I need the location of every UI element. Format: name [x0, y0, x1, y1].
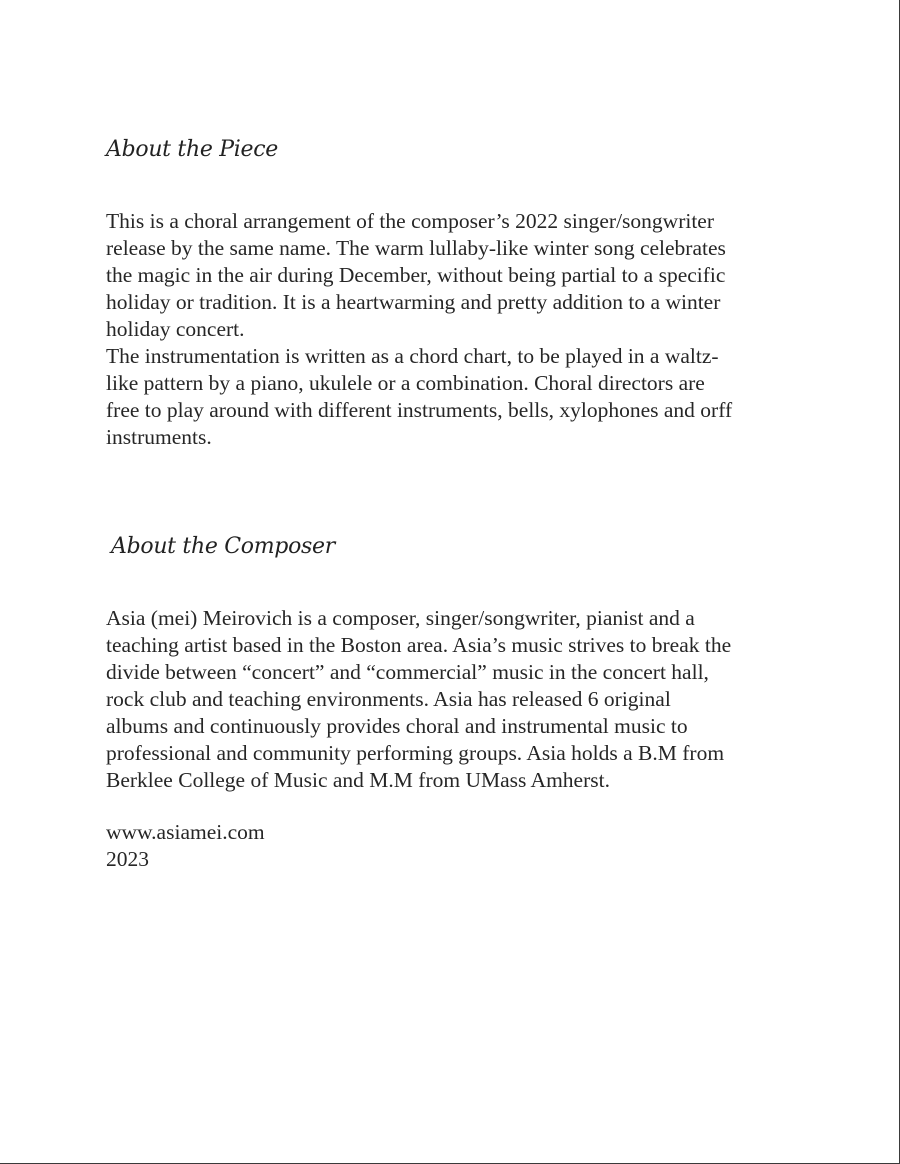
text-line: free to play around with different instruments, bells, xylophones and orff — [106, 398, 733, 422]
text-line: holiday or tradition. It is a heartwarming and pretty addition to a winter — [106, 290, 721, 314]
text-line: Berklee College of Music and M.M from UMass Amherst. — [106, 768, 610, 792]
text-line: like pattern by a piano, ukulele or a combination. Choral directors are — [106, 371, 705, 395]
text-line: albums and continuously provides choral and instrumental music to — [106, 714, 688, 738]
text-line: This is a choral arrangement of the composer’s 2022 singer/songwriter — [106, 209, 715, 233]
text-line: The instrumentation is written as a chord chart, to be played in a waltz- — [106, 344, 719, 368]
about-composer-paragraph — [106, 605, 806, 794]
text-line: divide between “concert” and “commercial” music in the concert hall, — [106, 660, 709, 684]
text-line: Asia (mei) Meirovich is a composer, singer/songwriter, pianist and a — [106, 606, 695, 630]
year-text: 2023 — [106, 847, 149, 871]
text-line: release by the same name. The warm lullaby-like winter song celebrates — [106, 236, 726, 260]
text-line: the magic in the air during December, without being partial to a specific — [106, 263, 726, 287]
text-line: teaching artist based in the Boston area. Asia’s music strives to break the — [106, 633, 732, 657]
about-piece-paragraph — [106, 208, 806, 451]
contact-info — [106, 819, 806, 873]
text-line: professional and community performing groups. Asia holds a B.M from — [106, 741, 725, 765]
website-text: www.asiamei.com — [106, 820, 265, 844]
about-piece-heading: About the Piece — [106, 137, 278, 162]
text-line: rock club and teaching environments. Asia has released 6 original — [106, 687, 671, 711]
text-line: holiday concert. — [106, 317, 245, 341]
text-line: instruments. — [106, 425, 212, 449]
about-composer-heading: About the Composer — [111, 534, 335, 559]
